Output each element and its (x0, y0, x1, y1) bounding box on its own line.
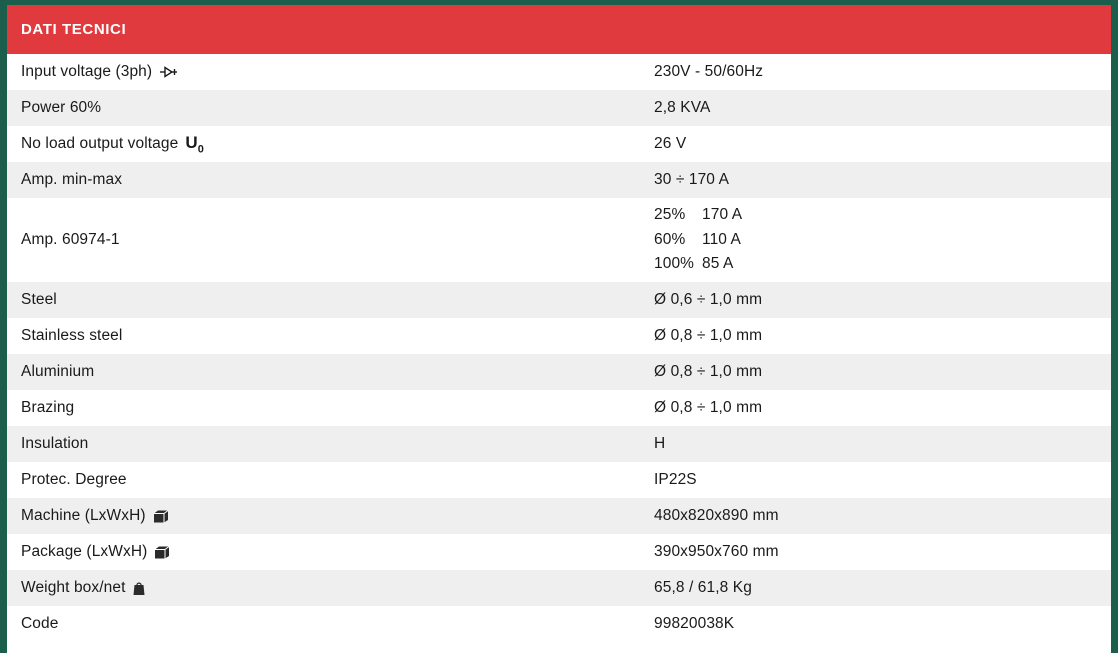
page-title: DATI TECNICI (21, 21, 127, 38)
row-label-cell (7, 606, 653, 642)
row-label-cell (7, 534, 653, 570)
row-label: Stainless steel (21, 327, 123, 344)
row-value: 480x820x890 mm (654, 507, 779, 524)
row-label: No load output voltage (21, 134, 179, 152)
row-label: Brazing (21, 399, 75, 416)
row-value-cell (653, 198, 1111, 282)
table-row (7, 318, 1111, 354)
table-row (7, 126, 1111, 162)
row-value-cell (653, 282, 1111, 318)
package-box-icon (154, 545, 170, 560)
row-value-cell (653, 90, 1111, 126)
table-row (7, 498, 1111, 534)
duty-cycle-amps: 110 A (702, 230, 742, 248)
row-value: 2,8 KVA (654, 99, 711, 116)
row-value-cell (653, 534, 1111, 570)
duty-cycle-amps: 170 A (702, 206, 743, 224)
row-value: H (654, 435, 666, 452)
duty-cycle-item (654, 228, 1111, 252)
row-label-cell (7, 90, 653, 126)
row-label: Insulation (21, 435, 89, 452)
table-row (7, 534, 1111, 570)
row-value-cell (653, 354, 1111, 390)
table-row (7, 462, 1111, 498)
row-label: Power 60% (21, 99, 102, 116)
row-label: Code (21, 615, 59, 632)
table-header-bar (7, 5, 1111, 54)
row-label-cell (7, 354, 653, 390)
row-label: Input voltage (3ph) (21, 63, 153, 80)
table-row (7, 90, 1111, 126)
row-label-cell (7, 390, 653, 426)
row-value-cell (653, 54, 1111, 90)
no-load-voltage-symbol: $U_0$ (185, 132, 204, 156)
table-row (7, 570, 1111, 606)
row-value: Ø 0,6 ÷ 1,0 mm (654, 291, 763, 308)
row-value-cell (653, 570, 1111, 606)
row-label-cell (7, 426, 653, 462)
duty-cycle-percent: 25% (654, 206, 686, 224)
row-value-cell (653, 318, 1111, 354)
table-row (7, 606, 1111, 642)
row-label-cell (7, 54, 653, 90)
row-value-cell (653, 498, 1111, 534)
row-value-cell (653, 390, 1111, 426)
row-value: 26 V (654, 135, 687, 152)
row-label-cell (7, 282, 653, 318)
row-label: Machine (LxWxH) (21, 507, 146, 524)
table-row (7, 198, 1111, 282)
plug-connector-icon (159, 66, 179, 78)
machine-box-icon (153, 509, 169, 524)
table-row (7, 390, 1111, 426)
row-value: 99820038K (654, 615, 735, 632)
row-label-cell (7, 162, 653, 198)
row-value: 65,8 / 61,8 Kg (654, 579, 752, 596)
row-value: Ø 0,8 ÷ 1,0 mm (654, 399, 763, 416)
row-value: Ø 0,8 ÷ 1,0 mm (654, 327, 763, 344)
row-label: Weight box/net (21, 579, 126, 596)
row-label-cell (7, 198, 653, 282)
row-label: Steel (21, 291, 57, 308)
row-value-cell (653, 126, 1111, 162)
table-row (7, 282, 1111, 318)
weight-icon (133, 581, 145, 596)
technical-data-table (7, 54, 1111, 642)
spec-table-container (7, 5, 1111, 653)
row-label: Protec. Degree (21, 471, 127, 488)
row-label: Package (LxWxH) (21, 543, 148, 560)
row-label-cell (7, 126, 653, 162)
duty-cycle-item (654, 252, 1111, 276)
table-row (7, 162, 1111, 198)
row-label-cell (7, 570, 653, 606)
row-value: 390x950x760 mm (654, 543, 779, 560)
row-value-cell (653, 606, 1111, 642)
row-value: 230V - 50/60Hz (654, 63, 764, 80)
table-row (7, 426, 1111, 462)
row-value-cell (653, 162, 1111, 198)
row-label: Amp. min-max (21, 171, 123, 188)
table-row (7, 354, 1111, 390)
duty-cycle-list (653, 203, 1111, 276)
row-label-cell (7, 462, 653, 498)
row-label-cell (7, 498, 653, 534)
row-value: IP22S (654, 471, 697, 488)
row-label-cell (7, 318, 653, 354)
duty-cycle-percent: 100% (654, 255, 695, 273)
row-value-cell (653, 462, 1111, 498)
row-label: Amp. 60974-1 (21, 231, 120, 248)
table-row (7, 54, 1111, 90)
row-label: Aluminium (21, 363, 95, 380)
duty-cycle-amps: 85 A (702, 255, 734, 273)
duty-cycle-item (654, 203, 1111, 227)
row-value: 30 ÷ 170 A (654, 171, 730, 188)
duty-cycle-percent: 60% (654, 230, 686, 248)
row-value-cell (653, 426, 1111, 462)
row-value: Ø 0,8 ÷ 1,0 mm (654, 363, 763, 380)
